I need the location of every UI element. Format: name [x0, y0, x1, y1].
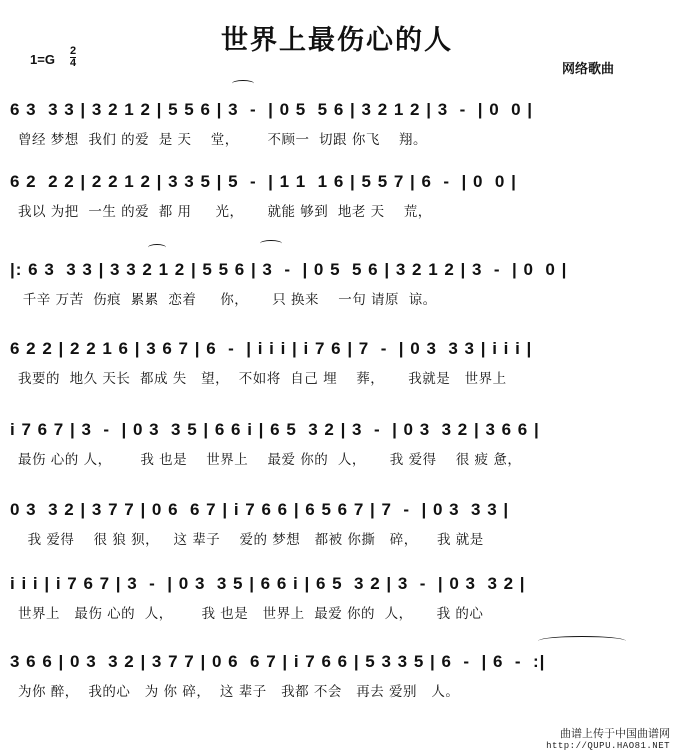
- lyrics-line: 我要的 地久 天长 都成 失 望， 不如将 自己 埋 葬， 我就是 世界上: [18, 371, 507, 387]
- slur-mark: [538, 636, 626, 646]
- notes-line: 6 2 2 2 | 2 2 1 2 | 3 3 5 | 5 - | 1 1 1 6 | 5 5 7 | 6 - | 0 0 |: [10, 172, 517, 191]
- notes-line: |: 6 3 3 3 | 3 3 2 1 2 | 5 5 6 | 3 - | 0 5 5 6 | 3 2 1 2 | 3 - | 0 0 |: [10, 260, 568, 279]
- song-title: 世界上最伤心的人: [221, 25, 453, 56]
- notes-line: 6 2 2 | 2 2 1 6 | 3 6 7 | 6 - | i i i | i 7 6 | 7 - | 0 3 3 3 | i i i |: [10, 339, 533, 358]
- notes-line: 3 6 6 | 0 3 3 2 | 3 7 7 | 0 6 6 7 | i 7 6 6 | 5 3 3 5 | 6 - | 6 - :|: [10, 652, 546, 671]
- lyrics-line: 曾经 梦想 我们 的爱 是 天 堂， 不顾一 切跟 你飞 翔。: [18, 132, 427, 148]
- slur-mark: [148, 244, 166, 251]
- key-signature: 1=G: [30, 52, 55, 67]
- footer-url: http://QUPU.HAO81.NET: [546, 741, 670, 751]
- slur-mark: [232, 80, 254, 87]
- notes-line: i 7 6 7 | 3 - | 0 3 3 5 | 6 6 i | 6 5 3 2 | 3 - | 0 3 3 2 | 3 6 6 |: [10, 420, 540, 439]
- slur-mark: [260, 240, 282, 247]
- time-signature-denominator: 4: [70, 57, 77, 69]
- time-signature-numerator: 2: [70, 45, 77, 57]
- lyrics-line: 世界上 最伤 心的 人， 我 也是 世界上 最爱 你的 人， 我 的心: [18, 606, 484, 622]
- notes-line: 6 3 3 3 | 3 2 1 2 | 5 5 6 | 3 - | 0 5 5 6 | 3 2 1 2 | 3 - | 0 0 |: [10, 100, 534, 119]
- lyrics-line: 我以 为把 一生 的爱 都 用 光， 就能 够到 地老 天 荒，: [18, 204, 432, 220]
- footer-credit-text: 曲谱上传于中国曲谱网: [560, 727, 670, 740]
- lyrics-line: 千辛 万苦 伤痕 累累 恋着 你， 只 换来 一句 请原 谅。: [18, 292, 437, 308]
- notes-line: 0 3 3 2 | 3 7 7 | 0 6 6 7 | i 7 6 6 | 6 5 6 7 | 7 - | 0 3 3 3 |: [10, 500, 510, 519]
- lyrics-line: 我 爱得 很 狼 狈， 这 辈子 爱的 梦想 都被 你撕 碎， 我 就是: [18, 532, 484, 548]
- song-source: 网络歌曲: [561, 62, 614, 77]
- lyrics-line: 最伤 心的 人， 我 也是 世界上 最爱 你的 人， 我 爱得 很 疲 惫，: [18, 452, 522, 468]
- time-signature: [70, 46, 76, 69]
- footer-credit: [546, 728, 670, 752]
- lyrics-line: 为你 醉， 我的心 为 你 碎， 这 辈子 我都 不会 再去 爱别 人。: [18, 684, 460, 700]
- notes-line: i i i | i 7 6 7 | 3 - | 0 3 3 5 | 6 6 i | 6 5 3 2 | 3 - | 0 3 3 2 |: [10, 574, 526, 593]
